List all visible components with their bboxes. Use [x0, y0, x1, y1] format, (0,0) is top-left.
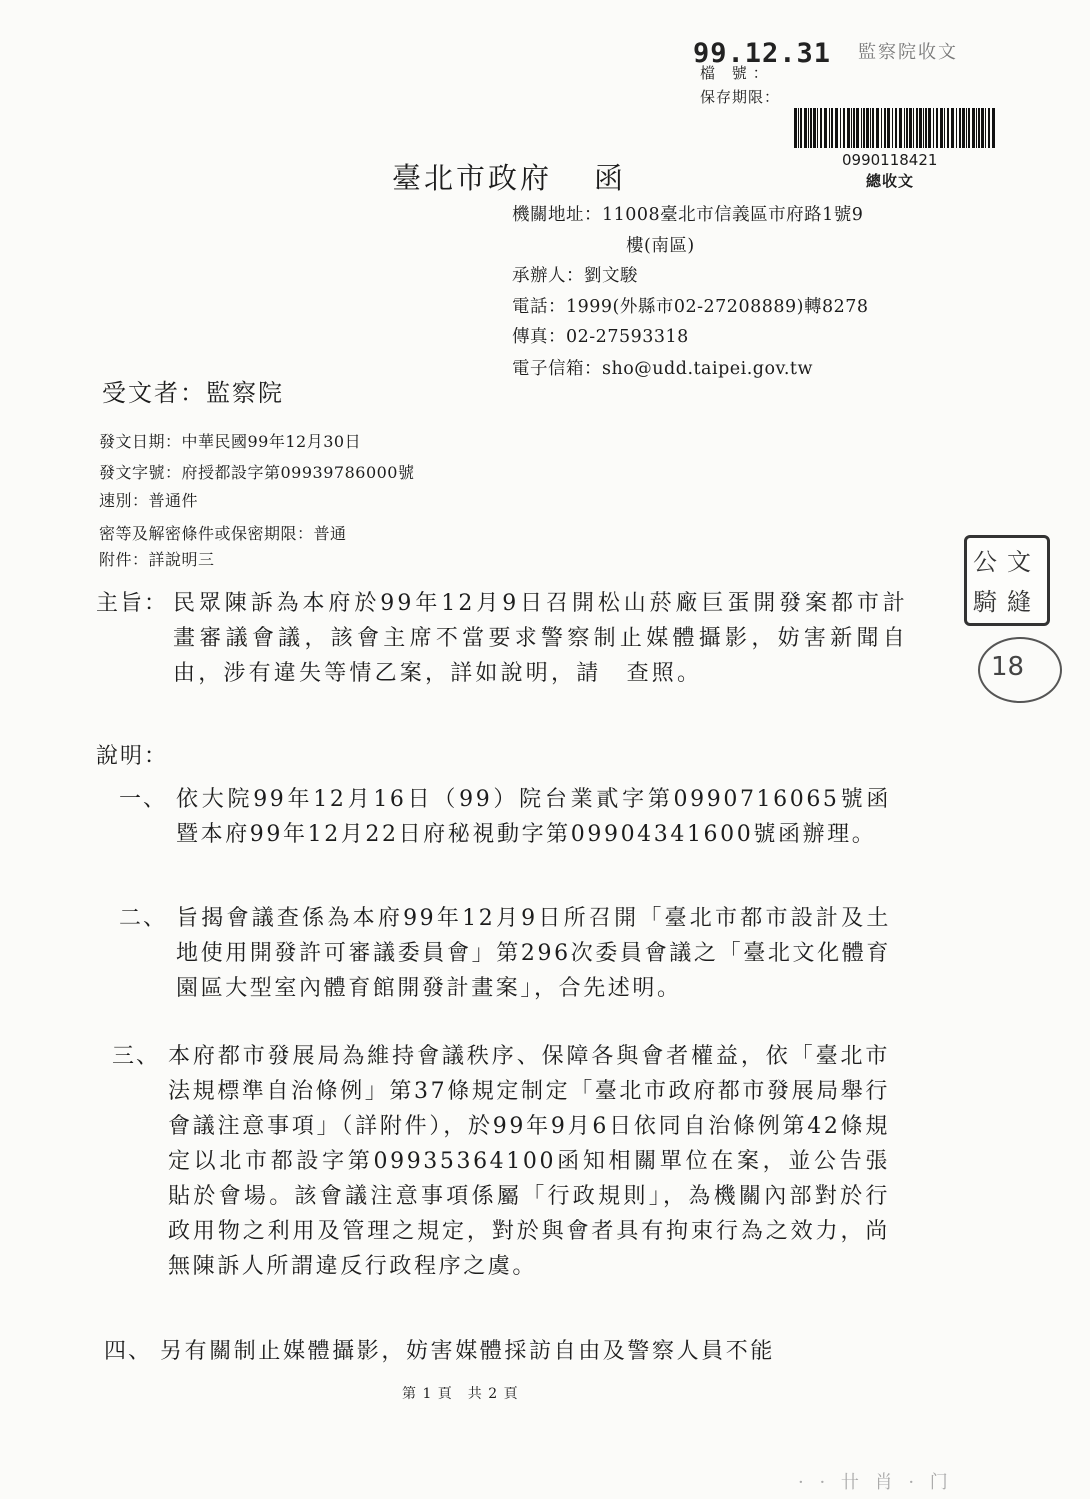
- barcode-bar: [824, 108, 827, 148]
- barcode-bar: [810, 108, 812, 148]
- barcode-bar: [962, 108, 965, 148]
- barcode-bar: [895, 108, 897, 148]
- barcode-bar: [913, 108, 914, 148]
- received-label-stamp: 監察院收文: [858, 42, 958, 63]
- barcode-bar: [872, 108, 874, 148]
- barcode-image: [793, 108, 996, 148]
- barcode-bar: [800, 108, 802, 148]
- document-title: [392, 156, 626, 197]
- seal-glyph: 公: [973, 548, 997, 576]
- barcode-bar: [968, 108, 970, 148]
- barcode-bar: [847, 108, 850, 148]
- barcode-bar: [966, 108, 967, 148]
- page-number: 第 1 頁 共 2 頁: [402, 1386, 519, 1402]
- seal-glyph: 縫: [1007, 588, 1031, 616]
- barcode-bar: [933, 108, 934, 148]
- subject-label: 主旨：: [96, 591, 169, 616]
- handler-name: 承辦人：劉文駿: [512, 266, 638, 286]
- barcode-bar: [851, 108, 852, 148]
- explanation-item-text: 本府都市發展局為維持會議秩序、保障各與會者權益，依「臺北市法規標準自治條例」第37條規定制定「臺北市政府都市發展局舉行會議注意事項」（詳附件），於99年9月6日依同自治條例第42條規定以北市都設字第09935364100函知相關單位在案，並公告張貼於會場。該會議注意事項係屬「行政規則」，為機關內部對於行政用物之利用及管理之規定，對於與會者具有拘束行為之效力，尚無陳訴人所謂違反行政程序之虞。: [168, 1044, 890, 1279]
- delivery-speed: 速別：普通件: [99, 491, 199, 510]
- explanation-item-number: 四、: [104, 1339, 153, 1364]
- barcode-bar: [988, 108, 990, 148]
- barcode-bar: [887, 108, 890, 148]
- barcode-bar: [835, 108, 838, 148]
- barcode-bar: [972, 108, 975, 148]
- barcode-bar: [820, 108, 822, 148]
- issue-date: 發文日期：中華民國99年12月30日: [99, 432, 362, 451]
- barcode-bar: [840, 108, 841, 148]
- barcode-bar: [992, 108, 995, 148]
- barcode-bar: [981, 108, 984, 148]
- barcode-bar: [861, 108, 862, 148]
- agency-address-continued: 樓(南區): [626, 236, 695, 256]
- file-number-field: 檔 號：: [700, 64, 774, 82]
- barcode-bar: [947, 108, 949, 148]
- document-type-stamp: 總收文: [866, 172, 915, 190]
- barcode-bar: [919, 108, 922, 148]
- recipient: 受文者：監察院: [102, 379, 284, 407]
- barcode-bar: [904, 108, 905, 148]
- attachment-note: 附件：詳說明三: [99, 550, 215, 569]
- barcode-bar: [976, 108, 977, 148]
- barcode-bar: [817, 108, 818, 148]
- barcode-bar: [813, 108, 816, 148]
- barcode-bar: [944, 108, 945, 148]
- barcode-bar: [951, 108, 954, 148]
- barcode-bar: [899, 108, 902, 148]
- barcode-bar: [940, 108, 943, 148]
- barcode-bar: [856, 108, 859, 148]
- round-seal-number: 18: [991, 652, 1025, 682]
- barcode-bar: [936, 108, 938, 148]
- barcode-bar: [798, 108, 799, 148]
- barcode-bar: [892, 108, 893, 148]
- barcode-bar: [923, 108, 924, 148]
- barcode-bar: [843, 108, 845, 148]
- barcode-bar: [808, 108, 809, 148]
- barcode-bar: [831, 108, 833, 148]
- retention-period-field: 保存期限：: [700, 88, 781, 106]
- barcode-bar: [985, 108, 986, 148]
- barcode-bar: [804, 108, 807, 148]
- barcode-bar: [906, 108, 908, 148]
- explanation-item-text: 旨揭會議查係為本府99年12月9日所召開「臺北市都市設計及土地使用開發許可審議委員會」第296次委員會議之「臺北文化體育園區大型室內體育館開發計畫案」，合先述明。: [176, 906, 891, 1001]
- barcode-bar: [884, 108, 886, 148]
- agency-name: 臺北市政府: [392, 161, 553, 195]
- barcode-bar: [916, 108, 918, 148]
- explanation-item-number: 二、: [119, 906, 168, 931]
- round-seal: [978, 637, 1062, 703]
- barcode-bar: [870, 108, 871, 148]
- explanation-item-number: 一、: [119, 787, 168, 812]
- explanation-label: 說明：: [96, 744, 169, 769]
- barcode-bar: [866, 108, 869, 148]
- barcode-bar: [928, 108, 931, 148]
- security-level: 密等及解密條件或保密期限：普通: [99, 524, 347, 543]
- barcode-number: 0990118421: [842, 151, 938, 169]
- fax-number: 傳真：02-27593318: [512, 327, 689, 347]
- document-kind: 函: [594, 161, 627, 195]
- explanation-item-text: 另有關制止媒體攝影，妨害媒體採訪自由及警察人員不能: [160, 1339, 776, 1364]
- received-date-stamp: 99.12.31: [693, 38, 832, 69]
- barcode-bar: [876, 108, 879, 148]
- phone-number: 電話：1999(外縣市02-27208889)轉8278: [512, 297, 869, 317]
- barcode-bar: [925, 108, 927, 148]
- explanation-item-text: 依大院99年12月16日（99）院台業貳字第0990716065號函暨本府99年12月22日府秘視動字第09904341600號函辦理。: [176, 787, 891, 847]
- barcode-bar: [959, 108, 961, 148]
- explanation-item-number: 三、: [112, 1044, 161, 1069]
- barcode-bar: [978, 108, 980, 148]
- email-address: 電子信箱：sho@udd.taipei.gov.tw: [512, 359, 813, 379]
- barcode-bar: [881, 108, 882, 148]
- seal-glyph: 騎: [973, 588, 997, 616]
- barcode-bar: [909, 108, 912, 148]
- subject-text: 民眾陳訴為本府於99年12月9日召開松山菸廠巨蛋開發案都市計畫審議會議，該會主席不當要求警察制止媒體攝影，妨害新聞自由，涉有違失等情乙案，詳如說明，請 查照。: [173, 591, 908, 686]
- barcode-bar: [863, 108, 865, 148]
- barcode-bar: [829, 108, 830, 148]
- barcode-bar: [956, 108, 957, 148]
- cross-page-seal: [964, 535, 1050, 626]
- seal-glyph: 文: [1007, 548, 1031, 576]
- barcode-bar: [853, 108, 855, 148]
- document-number: 發文字號：府授都設字第09939786000號: [99, 463, 415, 482]
- agency-address: 機關地址：11008臺北市信義區市府路1號9: [512, 205, 864, 225]
- barcode-bar: [794, 108, 797, 148]
- faint-handwriting: · · 卄 肖 · 门: [798, 1472, 953, 1493]
